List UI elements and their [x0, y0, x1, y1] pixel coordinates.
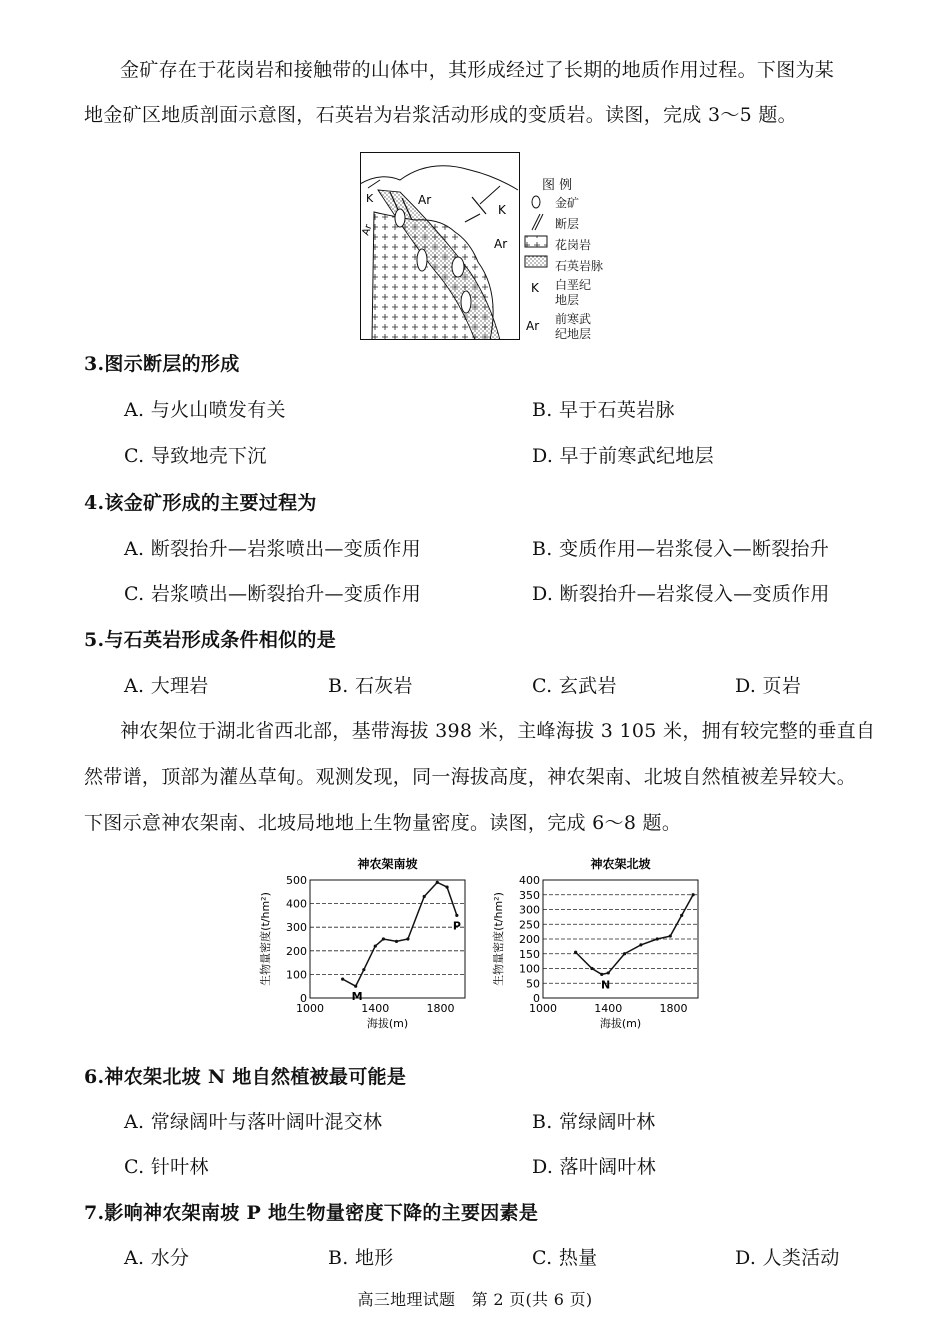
north-data-point — [574, 951, 577, 954]
north-data-point — [669, 934, 672, 937]
q4-option-a: A. 断裂抬升—岩浆喷出—变质作用 — [124, 538, 421, 560]
legend-precambrian-1: 前寒武 — [555, 312, 592, 326]
north-data-point — [692, 893, 695, 896]
q7-stem: 7.影响神农架南坡 P 地生物量密度下降的主要因素是 — [84, 1202, 539, 1224]
south-data-point — [354, 985, 357, 988]
legend-cretaceous-1: 白垩纪 — [555, 278, 592, 292]
north-ytick-label: 250 — [519, 918, 540, 932]
south-ytick-label: 200 — [286, 944, 307, 958]
north-xlabel: 海拔(m) — [599, 1017, 642, 1030]
south-data-point — [362, 968, 365, 971]
gold-ore-icon — [532, 196, 540, 208]
intro1-line2: 地金矿区地质剖面示意图，石英岩为岩浆活动形成的变质岩。读图，完成 3～5 题。 — [84, 104, 797, 126]
page-footer: 高三地理试题 第 2 页(共 6 页) — [357, 1290, 593, 1309]
north-ytick-label: 150 — [519, 947, 540, 961]
label-ar-top: Ar — [418, 193, 432, 207]
south-xlabel: 海拔(m) — [366, 1017, 409, 1030]
north-data-point — [623, 952, 626, 955]
south-data-point — [455, 914, 458, 917]
north-ytick-label: 350 — [519, 888, 540, 902]
south-series-line — [343, 882, 457, 986]
q6-option-b: B. 常绿阔叶林 — [532, 1111, 656, 1133]
q7-option-c: C. 热量 — [532, 1247, 598, 1269]
label-ar-right: Ar — [494, 237, 508, 251]
north-ytick-label: 100 — [519, 962, 540, 976]
geology-section-figure — [360, 152, 520, 340]
legend-granite: 花岗岩 — [555, 238, 592, 252]
south-xtick-label: 1800 — [426, 1002, 455, 1015]
south-ytick-label: 500 — [286, 874, 307, 887]
south-ytick-label: 100 — [286, 968, 307, 982]
north-ylabel: 生物量密度(t/hm²) — [492, 892, 505, 986]
q4-option-d: D. 断裂抬升—岩浆侵入—变质作用 — [532, 583, 830, 605]
south-data-point — [406, 937, 409, 940]
q6-option-d: D. 落叶阔叶林 — [532, 1156, 657, 1178]
south-data-point — [436, 881, 439, 884]
q3-option-a: A. 与火山喷发有关 — [124, 399, 286, 421]
north-series-line — [576, 895, 693, 975]
intro1-line1: 金矿存在于花岗岩和接触带的山体中，其形成经过了长期的地质作用过程。下图为某 — [120, 59, 835, 81]
intro2-line1: 神农架位于湖北省西北部，基带海拔 398 米，主峰海拔 3 105 米，拥有较完整的垂直自 — [120, 720, 876, 742]
legend-precambrian-2: 纪地层 — [555, 327, 592, 341]
q5-stem: 5.与石英岩形成条件相似的是 — [84, 629, 337, 651]
q7-option-a: A. 水分 — [124, 1247, 190, 1269]
south-data-point — [423, 895, 426, 898]
label-k-left: K — [366, 192, 374, 205]
legend-cretaceous-2: 地层 — [555, 293, 580, 307]
q3-option-b: B. 早于石英岩脉 — [532, 399, 675, 421]
granite-icon — [525, 236, 547, 247]
north-ytick-label: 300 — [519, 903, 540, 917]
gold-ore-2 — [417, 249, 427, 271]
south-data-point — [395, 940, 398, 943]
north-ytick-label: 50 — [526, 977, 540, 991]
north-ytick-label: 200 — [519, 933, 540, 946]
chart-north-slope — [488, 852, 708, 1044]
north-data-point — [590, 967, 593, 970]
geology-legend — [522, 170, 622, 340]
q7-option-b: B. 地形 — [328, 1247, 394, 1269]
south-title: 神农架南坡 — [357, 857, 418, 871]
legend-quartzite: 石英岩脉 — [555, 259, 604, 273]
legend-fault: 断层 — [555, 217, 580, 231]
q4-option-b: B. 变质作用—岩浆侵入—断裂抬升 — [532, 538, 830, 560]
south-annotation-m: M — [351, 990, 363, 1004]
legend-k-symbol: K — [531, 281, 539, 295]
north-xtick-label: 1400 — [594, 1002, 623, 1015]
south-ytick-label: 300 — [286, 921, 307, 935]
north-title: 神农架北坡 — [590, 857, 651, 871]
q6-stem: 6.神农架北坡 N 地自然植被最可能是 — [84, 1066, 407, 1088]
q5-option-a: A. 大理岩 — [124, 675, 209, 697]
label-ar-left: Ar — [360, 222, 375, 238]
south-annotation-p: P — [452, 919, 461, 933]
south-ylabel: 生物量密度(t/hm²) — [259, 892, 272, 986]
gold-ore-3 — [452, 257, 464, 277]
q5-option-c: C. 玄武岩 — [532, 675, 617, 697]
south-ytick-label: 400 — [286, 897, 307, 911]
north-data-point — [600, 973, 603, 976]
north-data-point — [656, 937, 659, 940]
south-xtick-label: 1000 — [296, 1002, 324, 1015]
q3-option-c: C. 导致地壳下沉 — [124, 445, 267, 467]
south-data-point — [374, 944, 377, 947]
legend-title: 图 例 — [542, 178, 573, 193]
north-annotation-n: N — [601, 978, 611, 992]
north-plot-frame — [543, 880, 698, 998]
legend-gold: 金矿 — [555, 196, 580, 210]
north-ytick-label: 0 — [533, 992, 540, 1005]
gold-ore-1 — [395, 209, 405, 227]
q5-option-b: B. 石灰岩 — [328, 675, 413, 697]
label-k-right: K — [498, 203, 506, 217]
chart-south-slope — [255, 852, 475, 1044]
intro2-line2: 然带谱，顶部为灌丛草甸。观测发现，同一海拔高度，神农架南、北坡自然植被差异较大。 — [84, 766, 857, 788]
geology-section-svg — [360, 152, 520, 340]
q6-option-a: A. 常绿阔叶与落叶阔叶混交林 — [124, 1111, 383, 1133]
q4-option-c: C. 岩浆喷出—断裂抬升—变质作用 — [124, 583, 422, 605]
south-data-point — [382, 937, 385, 940]
q5-option-d: D. 页岩 — [735, 675, 802, 697]
q7-option-d: D. 人类活动 — [735, 1247, 840, 1269]
north-data-point — [607, 971, 610, 974]
legend-symbols — [522, 170, 552, 330]
south-data-point — [341, 978, 344, 981]
north-data-point — [639, 943, 642, 946]
q3-option-d: D. 早于前寒武纪地层 — [532, 445, 714, 467]
north-xtick-label: 1000 — [529, 1002, 557, 1015]
south-xtick-label: 1400 — [361, 1002, 390, 1015]
q3-stem: 3.图示断层的形成 — [84, 353, 240, 375]
north-xtick-label: 1800 — [659, 1002, 688, 1015]
north-data-point — [680, 914, 683, 917]
q6-option-c: C. 针叶林 — [124, 1156, 209, 1178]
gold-ore-4 — [461, 291, 471, 313]
q4-stem: 4.该金矿形成的主要过程为 — [84, 492, 317, 514]
fault-icon — [532, 214, 543, 230]
south-ytick-label: 0 — [300, 992, 307, 1005]
intro2-line3: 下图示意神农架南、北坡局地地上生物量密度。读图，完成 6～8 题。 — [84, 812, 682, 834]
quartzite-icon — [525, 256, 547, 267]
legend-ar-symbol: Ar — [526, 319, 540, 330]
north-ytick-label: 400 — [519, 874, 540, 887]
south-data-point — [445, 885, 448, 888]
